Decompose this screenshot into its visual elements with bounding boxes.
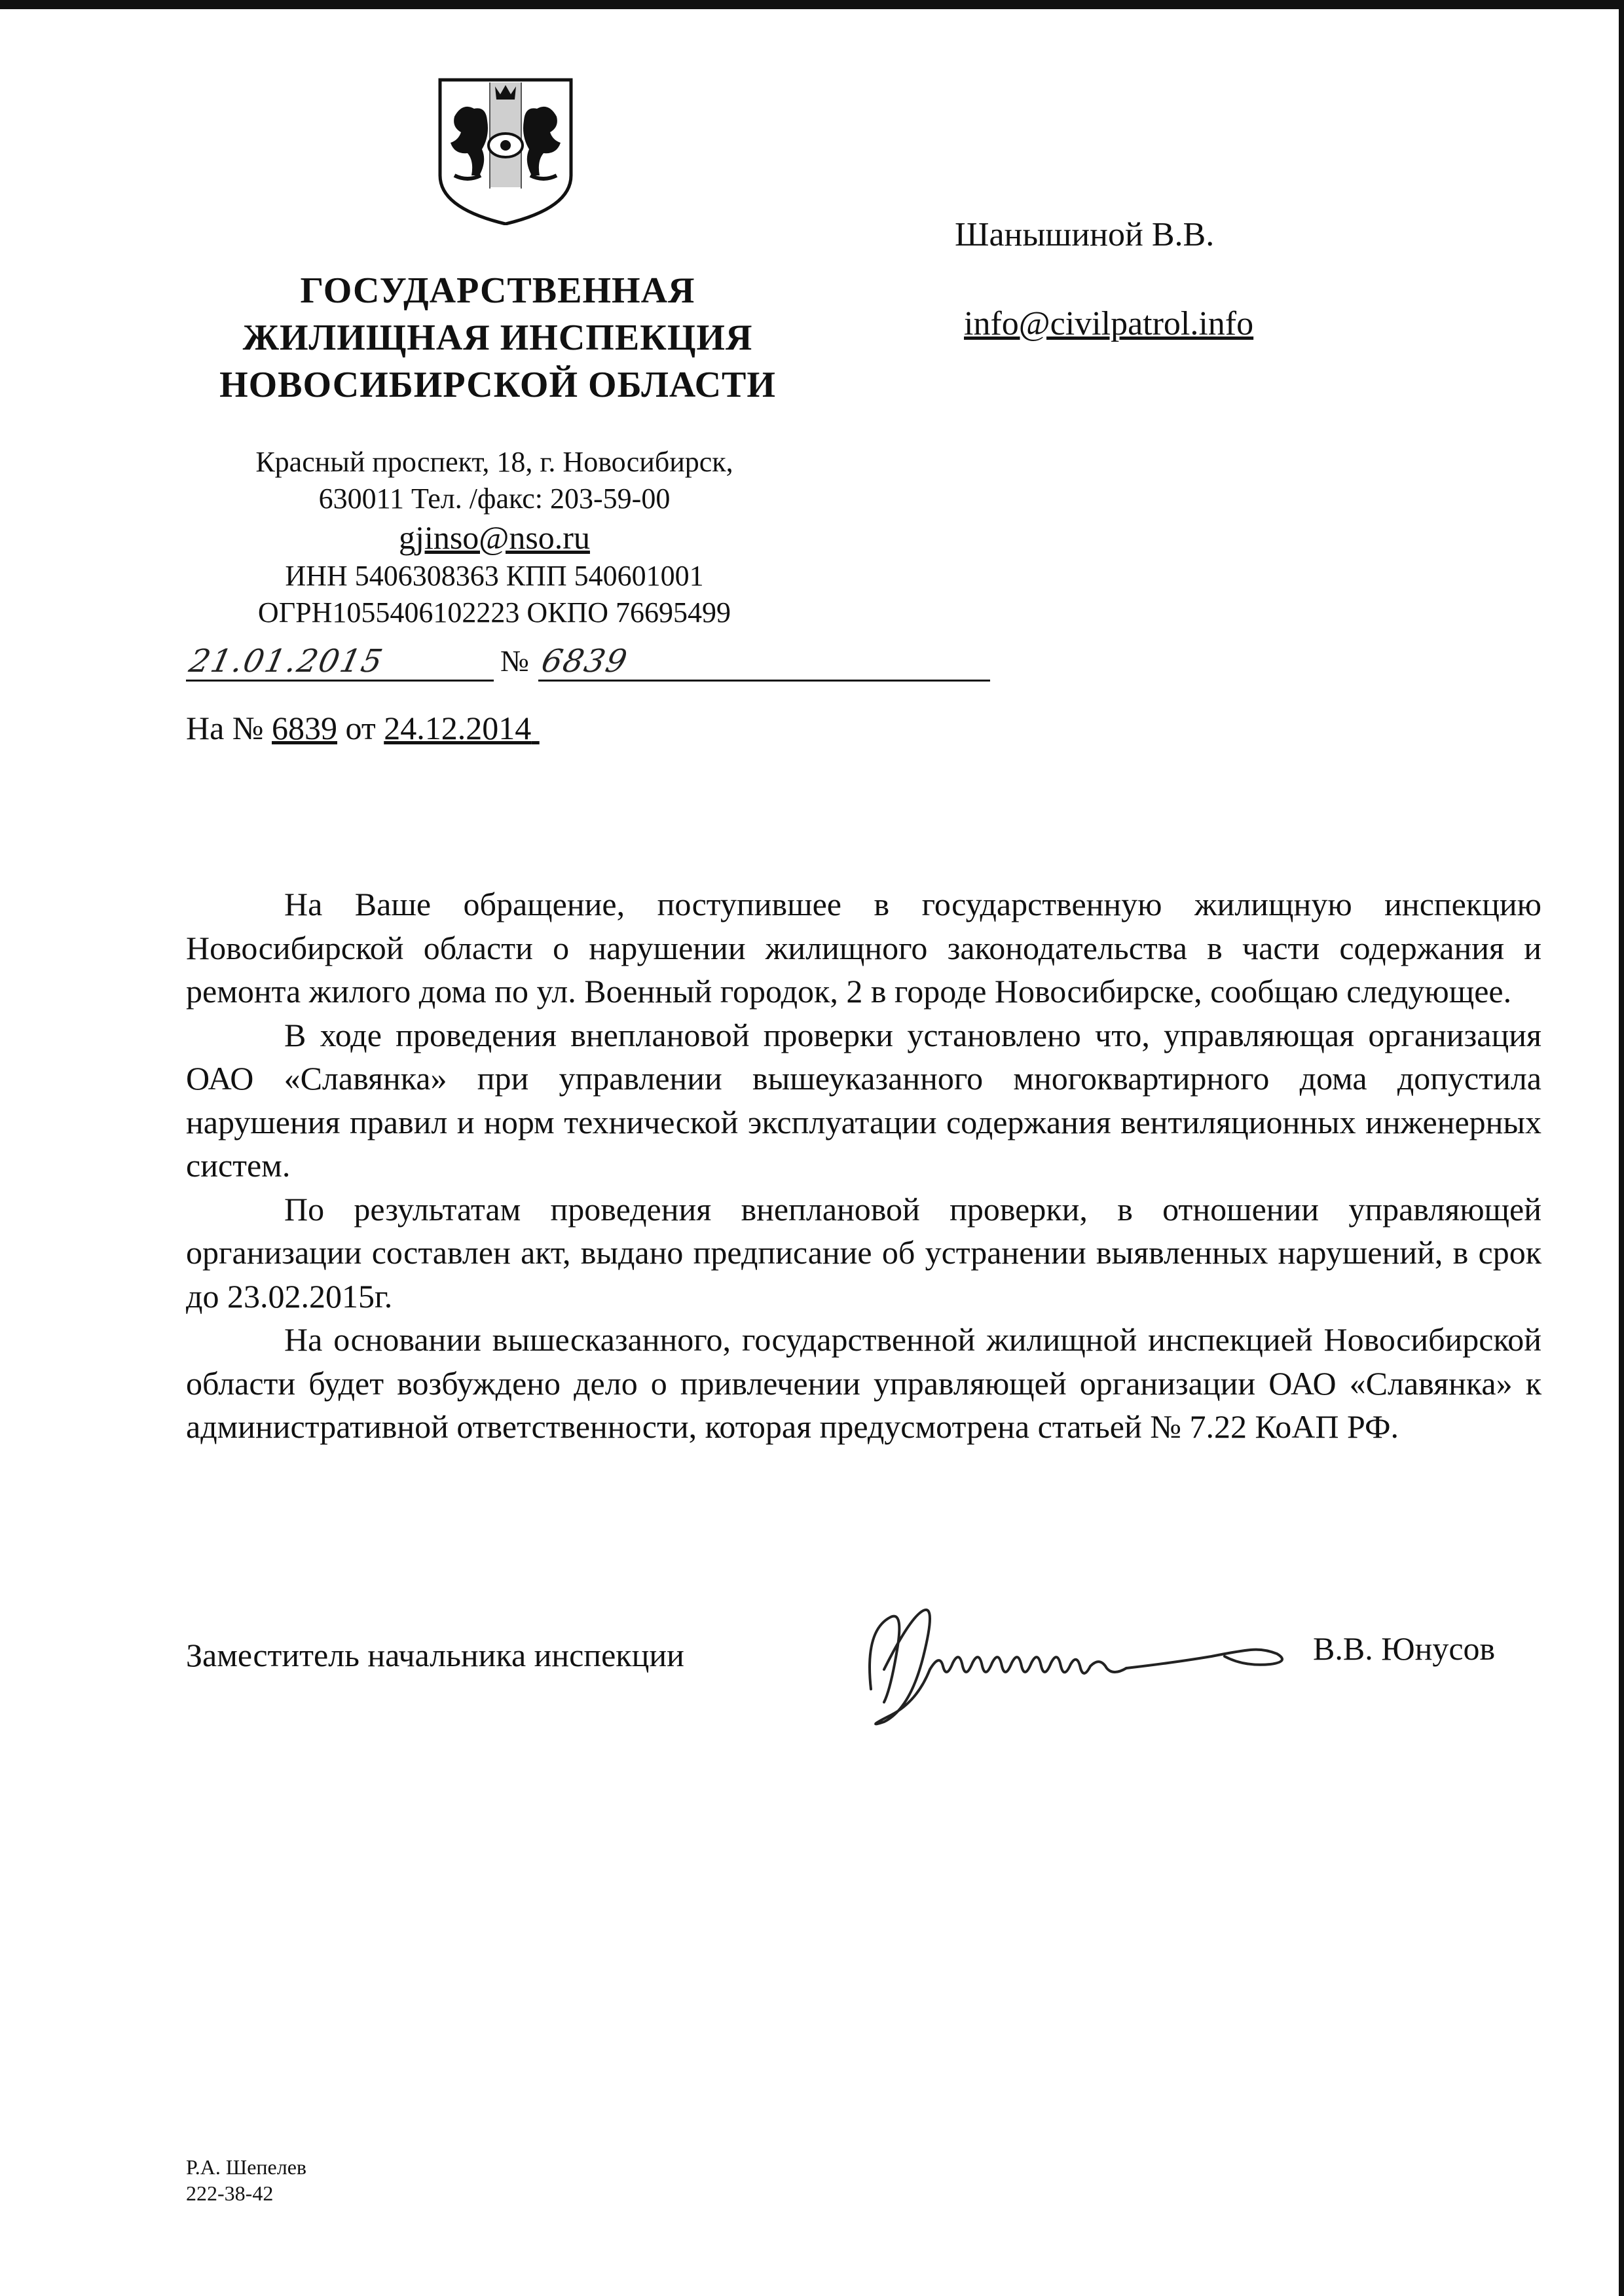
executor-phone: 222-38-42 [186, 2181, 274, 2205]
letter-body [186, 883, 1541, 1449]
body-paragraph: На Ваше обращение, поступившее в государственную жилищную инспекцию Новосибирской области о нарушении жилищного законодательства в части содержания и ремонта жилого дома по ул. Военный городок, 2 в городе Новосибирске, сообщаю следующее. [186, 886, 1541, 1010]
reference-prefix: На № [186, 710, 272, 746]
scan-top-edge [0, 0, 1624, 9]
registration-date-field [186, 643, 494, 682]
address-line: Красный проспект, 18, г. Новосибирск, [255, 446, 733, 478]
registration-number-field [538, 643, 990, 682]
signatory-name: В.В. Юнусов [1313, 1630, 1496, 1667]
reference-number: 6839 [272, 710, 338, 746]
reference-line [186, 707, 540, 749]
organization-name-line: НОВОСИБИРСКОЙ ОБЛАСТИ [219, 365, 776, 405]
signatory-title: Заместитель начальника инспекции [186, 1637, 684, 1673]
executor-name: Р.А. Шепелев [186, 2155, 306, 2179]
organization-name-line: ГОСУДАРСТВЕННАЯ [300, 270, 695, 311]
reference-date: 24.12.2014 [384, 710, 532, 746]
recipient-name: Шанышиной В.В. [955, 216, 1215, 253]
registration-line [186, 643, 808, 682]
recipient-email-link[interactable]: info@civilpatrol.info [964, 305, 1254, 342]
body-paragraph: На основании вышесказанного, государственной жилищной инспекцией Новосибирской области будет возбуждено дело о привлечении управляющей организации ОАО «Славянка» к административной ответственности, которая предусмотрена статьей № 7.22 КоАП РФ. [186, 1321, 1541, 1445]
reference-middle: от [337, 710, 384, 746]
organization-email-link[interactable]: gjinso@nso.ru [399, 519, 590, 556]
organization-name-line: ЖИЛИЩНАЯ ИНСПЕКЦИЯ [242, 318, 753, 358]
coat-of-arms-icon [435, 77, 576, 225]
body-paragraph: В ходе проведения внеплановой проверки установлено что, управляющая организация ОАО «Славянка» при управлении вышеуказанного многоквартирного дома допустила нарушения правил и норм технической эксплуатации содержания вентиляционных инженерных систем. [186, 1016, 1541, 1184]
executor-info [186, 2154, 306, 2206]
body-paragraph: По результатам проведения внеплановой проверки, в отношении управляющей организации составлен акт, выдано предписание об устранении выявленных нарушений, в срок до 23.02.2015г. [186, 1190, 1541, 1315]
inn-kpp-line: ИНН 5406308363 КПП 540601001 [285, 560, 704, 592]
handwritten-signature [845, 1591, 1316, 1735]
organization-name [164, 267, 832, 409]
ogrn-okpo-line: ОГРН1055406102223 ОКПО 76695499 [257, 596, 731, 629]
address-phone-line: 630011 Тел. /факс: 203-59-00 [318, 483, 671, 515]
scan-right-edge [1619, 0, 1624, 2296]
registration-number-label: № [500, 644, 529, 678]
reference-underline-tail [531, 710, 540, 746]
registration-date-handwritten: 21.01.2015 [186, 643, 387, 680]
registration-number-handwritten: 6839 [538, 643, 632, 680]
organization-details [164, 444, 825, 631]
